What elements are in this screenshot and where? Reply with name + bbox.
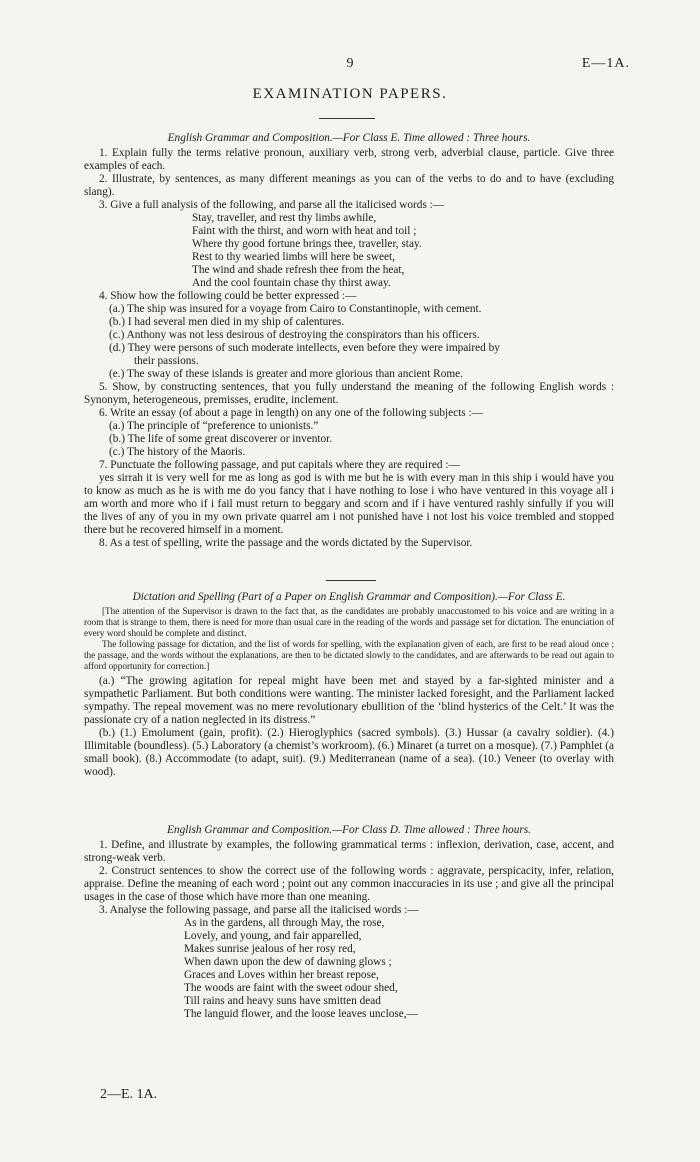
poem-passage — [184, 917, 614, 1021]
question-3: 3. Give a full analysis of the following, and parse all the italicised words :— — [99, 199, 445, 211]
supervisor-note: [The attention of the Supervisor is drawn to the fact that, as the candidates are probably unaccustomed to his voice and are writing in a room that is strange to them, there is need for more than usual care in the reading of the words and passage set for dictation. The enunciation of every word should be complete and distinct. — [84, 606, 614, 638]
section-title: English Grammar and Composition.—For Class D. Time allowed : Three hours. — [167, 824, 531, 836]
poem-line: Lovely, and young, and fair apparelled, — [184, 930, 362, 942]
poem-line: Makes sunrise jealous of her rosy red, — [184, 943, 356, 955]
sub-item: (a.) The ship was insured for a voyage from Cairo to Constantinople, with cement. — [109, 303, 482, 315]
poem-line: Stay, traveller, and rest thy limbs awhile, — [192, 212, 377, 224]
poem-line: Faint with the thirst, and worn with heat and toil ; — [192, 225, 417, 237]
sub-item: (a.) The principle of “preference to unionists.” — [109, 420, 319, 432]
page-title: EXAMINATION PAPERS. — [252, 86, 448, 102]
question-7: 7. Punctuate the following passage, and put capitals where they are required :— — [99, 459, 460, 471]
poem-line: The languid flower, and the loose leaves unclose,— — [184, 1008, 418, 1020]
spelling-words: (b.) (1.) Emolument (gain, profit). (2.) Hieroglyphics (sacred symbols). (3.) Hussar (a cavalry soldier). (4.) Illimitable (boundless). (5.) Laboratory (a chemist’s workroom). (6.) Minaret (a turret on a mosque). (7.) Pamphlet (a small book). (8.) Accommodate (to adapt, suit). (9.) Mediterranean (name of a sea). (10.) Veneer (to overlay with wood). — [84, 727, 614, 778]
question-2: 2. Construct sentences to show the correct use of the following words : aggravate, perspicacity, infer, relation, appraise. Define the meaning of each word ; point out any common inaccuracies in its use ; and give all the principal usages in the case of those which have more than one meaning. — [84, 865, 614, 903]
document-reference: E—1A. — [581, 56, 630, 71]
question-2: 2. Illustrate, by sentences, as many different meanings as you can of the verbs to do and to have (excluding slang). — [84, 173, 614, 198]
poem-line: When dawn upon the dew of dawning glows ; — [184, 956, 392, 968]
question-6: 6. Write an essay (of about a page in length) on any one of the following subjects :— — [99, 407, 483, 419]
section-dictation — [84, 591, 614, 779]
section-title: English Grammar and Composition.—For Class E. Time allowed : Three hours. — [167, 132, 531, 144]
section-title: Dictation and Spelling (Part of a Paper on English Grammar and Composition).—For Class E. — [132, 591, 566, 603]
poem-line: The wind and shade refresh thee from the heat, — [192, 264, 405, 276]
page-number: 9 — [346, 56, 354, 71]
sub-item: (c.) The history of the Maoris. — [109, 446, 246, 458]
section-class-e-grammar — [84, 132, 614, 550]
sub-item: (e.) The sway of these islands is greater and more glorious than ancient Rome. — [109, 368, 463, 380]
punctuation-passage: yes sirrah it is very well for me as long as god is with me but he is with every man in this ship i would have you to know as much as he is with me do you fancy that i have nothing to lose i who have ventured in this voyage all i am worth and more who if i fail must return to beggary and scorn and if i have ventured rashly sinfully if you will the lives of any of you in my own private quarrel am i not punished have i not lost his voice trembled and stopped there but he recovered himself in a moment. — [84, 472, 614, 536]
question-1: 1. Explain fully the terms relative pronoun, auxiliary verb, strong verb, adverbial clause, particle. Give three examples of each. — [84, 147, 614, 172]
poem-line: Till rains and heavy suns have smitten dead — [184, 995, 381, 1007]
section-class-d-grammar — [84, 824, 614, 1021]
question-5: 5. Show, by constructing sentences, that you fully understand the meaning of the following English words : Synonym, heterogeneous, premisses, erudite, inclement. — [84, 381, 614, 406]
dictation-passage: (a.) “The growing agitation for repeal might have been met and stayed by a far-sighted minister and a sympathetic Parliament. But both conditions were wanting. The minister lacked foresight, and the Parliament lacked sympathy. The repeal movement was no mere revolutionary ebullition of the ‘blind hysterics of the Celt.’ It was the passionate cry of a nation neglected in its distress.” — [84, 675, 614, 726]
sub-item: (b.) I had several men died in my ship of calentures. — [109, 316, 345, 328]
signature-mark: 2—E. 1A. — [100, 1087, 158, 1102]
sub-item: (b.) The life of some great discoverer or inventor. — [109, 433, 333, 445]
title-divider — [319, 118, 375, 119]
question-1: 1. Define, and illustrate by examples, the following grammatical terms : inflexion, derivation, case, accent, and strong-weak verb. — [84, 839, 614, 864]
poem-line: As in the gardens, all through May, the rose, — [184, 917, 385, 929]
poem-line: And the cool fountain chase thy thirst away. — [192, 277, 391, 289]
sub-item: (c.) Anthony was not less desirous of destroying the conspirators than his officers. — [109, 329, 480, 341]
section-divider — [326, 580, 376, 581]
question-4: 4. Show how the following could be better expressed :— — [99, 290, 357, 302]
supervisor-note: The following passage for dictation, and the list of words for spelling, with the explanation given of each, are first to be read aloud once ; the passage, and the words without the explanations, are then to be dictated slowly to the candidates, and are afterwards to be read out again to afford opportunity for correction.] — [84, 639, 614, 671]
question-8: 8. As a test of spelling, write the passage and the words dictated by the Supervisor. — [99, 537, 473, 549]
poem-line: Rest to thy wearied limbs will here be sweet, — [192, 251, 395, 263]
poem-passage — [192, 212, 614, 290]
poem-line: The woods are faint with the sweet odour shed, — [184, 982, 398, 994]
sub-item-continued: their passions. — [134, 355, 199, 367]
sub-item: (d.) They were persons of such moderate intellects, even before they were impaired by — [109, 342, 500, 354]
poem-line: Graces and Loves within her breast repose, — [184, 969, 379, 981]
question-3: 3. Analyse the following passage, and parse all the italicised words :— — [99, 904, 419, 916]
poem-line: Where thy good fortune brings thee, traveller, stay. — [192, 238, 422, 250]
